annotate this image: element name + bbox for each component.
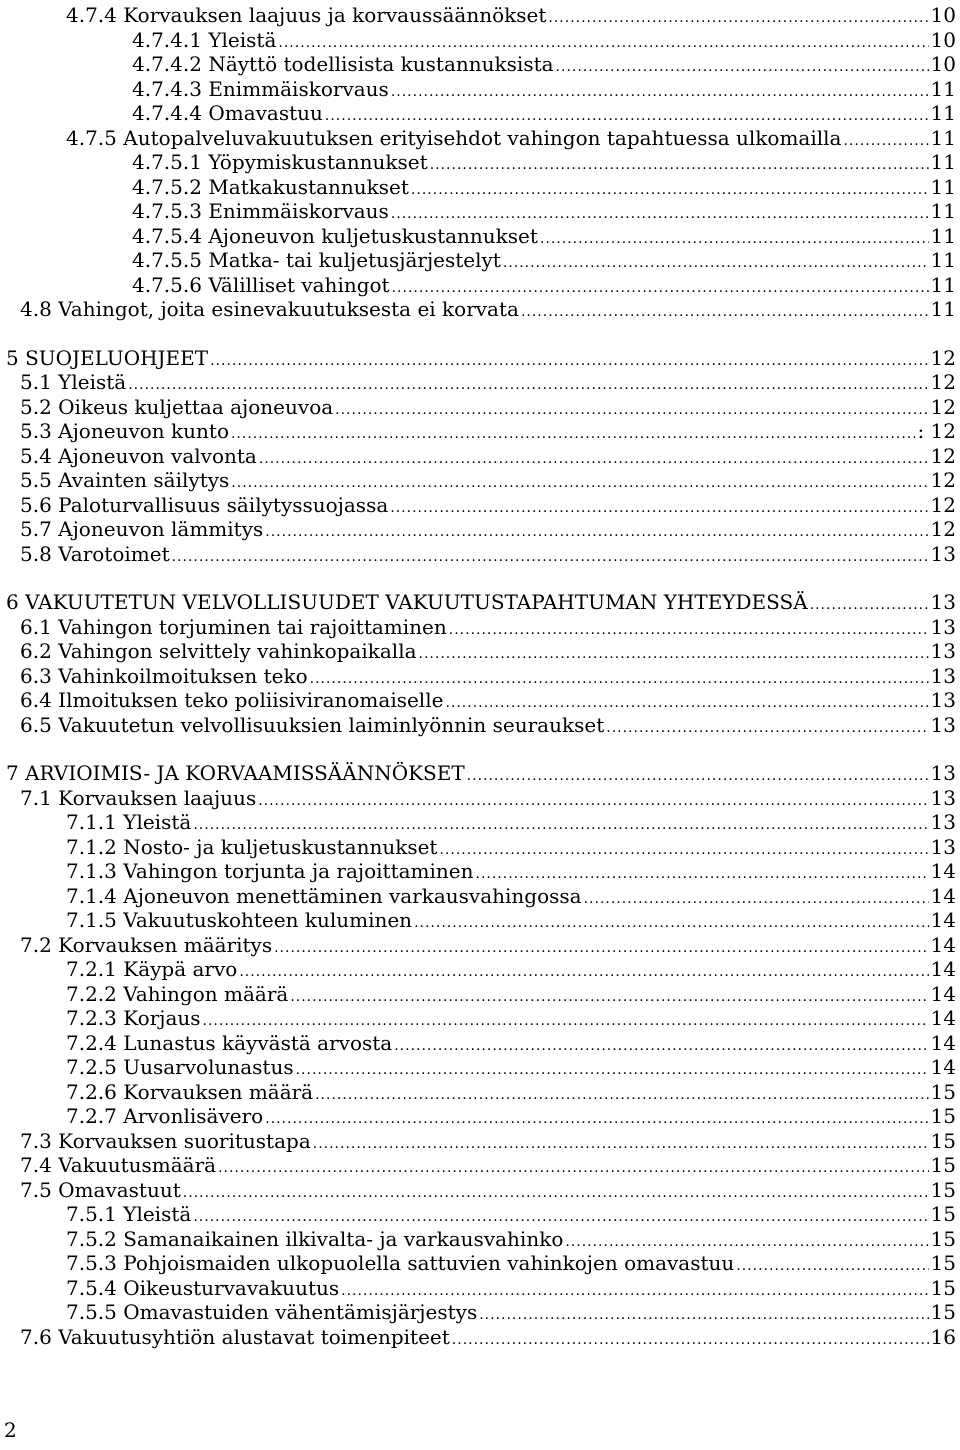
toc-entry-title: 4.7.4.1 Yleistä <box>132 27 277 52</box>
toc-entry-page: 12 <box>930 468 956 492</box>
toc-entry-title: 7.1.3 Vahingon torjunta ja rajoittaminen <box>66 859 474 883</box>
toc-entry-page: 15 <box>930 1104 956 1128</box>
dot-leader <box>606 716 928 741</box>
toc-entry[interactable] <box>0 761 956 786</box>
toc-entry-title: 4.8 Vahingot, joita esinevakuutuksesta ei korvata <box>20 297 519 321</box>
toc-entry-title: 6.4 Ilmoituksen teko poliisiviranomaiselle <box>20 688 444 712</box>
toc-entry[interactable] <box>0 1178 956 1203</box>
toc-entry[interactable] <box>0 1104 956 1129</box>
toc-entry[interactable] <box>0 52 956 77</box>
toc-entry[interactable] <box>0 1227 956 1252</box>
toc-entry-page: 15 <box>930 1300 956 1324</box>
toc-entry-page: 14 <box>930 981 956 1006</box>
toc-entry-page: 15 <box>930 1251 956 1275</box>
toc-entry-title: 7.4 Vakuutusmäärä <box>20 1153 217 1177</box>
toc-entry[interactable] <box>0 150 956 175</box>
toc-entry[interactable] <box>0 273 956 298</box>
section-gap <box>0 566 960 590</box>
toc-entry-title: 7.2.3 Korjaus <box>66 1006 201 1030</box>
toc-entry-title: 4.7.5.1 Yöpymiskustannukset <box>132 150 428 174</box>
toc-entry[interactable] <box>0 1153 956 1178</box>
toc-entry-page: 13 <box>930 761 956 785</box>
toc-entry[interactable] <box>0 248 956 273</box>
toc-entry-title: 4.7.5.4 Ajoneuvon kuljetuskustannukset <box>132 223 538 248</box>
toc-entry[interactable] <box>0 1251 956 1276</box>
toc-entry-page: 14 <box>930 908 956 932</box>
toc-entry[interactable] <box>0 786 956 811</box>
toc-entry-page: 14 <box>930 1055 956 1079</box>
toc-entry-title: 4.7.5.5 Matka- tai kuljetusjärjestelyt <box>132 248 501 272</box>
toc-entry-title: 5.8 Varotoimet <box>20 541 170 566</box>
toc-entry-page: 15 <box>930 1079 956 1104</box>
toc-entry-title: 7.1.4 Ajoneuvon menettäminen varkausvahingossa <box>66 883 582 908</box>
toc-entry-page: 13 <box>930 663 956 688</box>
toc-entry-title: 7.2 Korvauksen määritys <box>20 932 273 957</box>
toc-entry-title: 7.1.2 Nosto- ja kuljetuskustannukset <box>66 834 438 859</box>
toc-entry[interactable] <box>0 542 956 567</box>
toc-entry[interactable] <box>0 688 956 713</box>
toc-entry[interactable] <box>0 639 956 664</box>
toc-entry-page: 15 <box>930 1202 956 1226</box>
toc-entry[interactable] <box>0 77 956 102</box>
toc-entry-page: 11 <box>930 76 956 101</box>
toc-entry-title: 7.2.1 Käypä arvo <box>66 957 238 981</box>
toc-entry-title: 7.5.4 Oikeusturvavakuutus <box>66 1275 340 1300</box>
toc-entry-title: 5 SUOJELUOHJEET <box>6 345 209 370</box>
toc-entry[interactable] <box>0 835 956 860</box>
toc-entry-page: 11 <box>930 223 956 248</box>
dot-leader <box>521 300 929 325</box>
toc-entry-page: 14 <box>930 932 956 957</box>
page-number: 2 <box>4 1418 17 1442</box>
toc-entry-page: 12 <box>930 492 956 517</box>
toc-entry[interactable] <box>0 713 956 738</box>
toc-entry-page: 13 <box>930 810 956 834</box>
toc-entry-page: 13 <box>930 712 956 737</box>
toc-entry-title: 7.1.1 Yleistä <box>66 810 192 834</box>
section-gap <box>0 737 960 761</box>
toc-entry-title: 7.5.5 Omavastuiden vähentämisjärjestys <box>66 1300 478 1324</box>
toc-entry[interactable] <box>0 3 956 28</box>
toc-entry[interactable] <box>0 101 956 126</box>
toc-entry[interactable] <box>0 1276 956 1301</box>
toc-entry-page: 14 <box>930 1030 956 1055</box>
toc-entry-page: 15 <box>930 1275 956 1300</box>
toc-entry[interactable] <box>0 908 956 933</box>
toc-entry-page: 11 <box>930 248 956 272</box>
toc-entry-page: 13 <box>930 541 956 566</box>
toc-entry-title: 4.7.5.3 Enimmäiskorvaus <box>132 199 389 223</box>
toc-entry-page: 12 <box>930 517 956 541</box>
toc-entry-title: 5.5 Avainten säilytys <box>20 468 230 492</box>
toc-entry[interactable] <box>0 175 956 200</box>
toc-entry-page: 13 <box>930 614 956 639</box>
toc-entry[interactable] <box>0 1055 956 1080</box>
toc-entry-page: 14 <box>930 883 956 908</box>
toc-entry[interactable] <box>0 933 956 958</box>
toc-entry[interactable] <box>0 444 956 469</box>
toc-entry-title: 7.5.2 Samanaikainen ilkivalta- ja varkausvahinko <box>66 1226 564 1251</box>
toc-entry-page: 12 <box>930 443 956 468</box>
toc-entry[interactable] <box>0 199 956 224</box>
toc-entry[interactable] <box>0 1129 956 1154</box>
toc-entry[interactable] <box>0 517 956 542</box>
toc-entry-title: 5.7 Ajoneuvon lämmitys <box>20 517 264 541</box>
toc-entry[interactable] <box>0 1080 956 1105</box>
toc-entry-page: 14 <box>930 859 956 883</box>
toc-entry[interactable] <box>0 297 956 322</box>
toc-entry-title: 7.5.1 Yleistä <box>66 1202 192 1226</box>
toc-entry-title: 7.3 Korvauksen suoritustapa <box>20 1128 311 1153</box>
toc-entry[interactable] <box>0 28 956 53</box>
toc-entry-title: 7 ARVIOIMIS- JA KORVAAMISSÄÄNNÖKSET <box>6 761 465 785</box>
toc-entry-page: 10 <box>930 52 956 76</box>
toc-entry-title: 4.7.4.2 Näyttö todellisista kustannuksista <box>132 52 554 76</box>
toc-entry[interactable] <box>0 126 956 151</box>
toc-entry-page: 12 <box>930 394 956 419</box>
toc-entry[interactable] <box>0 810 956 835</box>
toc-entry-page: 11 <box>930 101 956 125</box>
toc-entry[interactable] <box>0 1031 956 1056</box>
toc-entry[interactable] <box>0 590 956 615</box>
toc-entry-title: 4.7.4 Korvauksen laajuus ja korvaussäännökset <box>66 3 547 27</box>
toc-entry[interactable] <box>0 370 956 395</box>
toc-entry[interactable] <box>0 615 956 640</box>
toc-entry[interactable] <box>0 346 956 371</box>
toc-entry-title: 7.2.4 Lunastus käyvästä arvosta <box>66 1030 393 1055</box>
toc-entry-title: 6.5 Vakuutetun velvollisuuksien laiminlyönnin seuraukset <box>20 712 605 737</box>
toc-entry-title: 7.2.2 Vahingon määrä <box>66 981 289 1006</box>
toc-entry-page: 15 <box>930 1153 956 1177</box>
toc-entry-title: 5.1 Yleistä <box>20 370 127 394</box>
toc-entry[interactable] <box>0 1006 956 1031</box>
toc-entry-title: 6.1 Vahingon torjuminen tai rajoittaminen <box>20 614 447 639</box>
toc-entry[interactable] <box>0 664 956 689</box>
toc-entry[interactable] <box>0 1300 956 1325</box>
toc-entry-title: 5.2 Oikeus kuljettaa ajoneuvoa <box>20 394 334 419</box>
toc-entry-title: 7.5.3 Pohjoismaiden ulkopuolella sattuvien vahinkojen omavastuu <box>66 1251 735 1275</box>
toc-entry-title: 7.2.7 Arvonlisävero <box>66 1104 264 1128</box>
toc-entry-page: 15 <box>930 1177 956 1202</box>
toc-entry-page: 14 <box>930 1006 956 1030</box>
toc-entry-title: 6.2 Vahingon selvittely vahinkopaikalla <box>20 639 417 663</box>
toc-entry-page: 11 <box>930 150 956 174</box>
toc-entry-title: 7.6 Vakuutusyhtiön alustavat toimenpiteet <box>20 1324 450 1349</box>
toc-entry[interactable] <box>0 395 956 420</box>
dot-leader <box>452 1328 929 1353</box>
toc-entry-page: 15 <box>930 1128 956 1153</box>
toc-entry[interactable] <box>0 493 956 518</box>
dot-leader <box>172 545 929 570</box>
toc-entry-title: 7.2.5 Uusarvolunastus <box>66 1055 294 1079</box>
toc-entry-page: 11 <box>930 174 956 199</box>
toc-entry-page: 13 <box>930 688 956 712</box>
toc-entry[interactable] <box>0 468 956 493</box>
toc-entry-page: 15 <box>930 1226 956 1251</box>
toc-entry-title: 4.7.4.4 Omavastuu <box>132 101 323 125</box>
toc-entry-page: 12 <box>930 370 956 394</box>
toc-entry-page: 11 <box>930 199 956 223</box>
toc-entry-page: 11 <box>930 272 956 297</box>
toc-entry-page: 13 <box>930 834 956 859</box>
toc-entry-page: 13 <box>930 590 956 614</box>
toc-entry[interactable] <box>0 1202 956 1227</box>
toc-entry-title: 5.4 Ajoneuvon valvonta <box>20 443 257 468</box>
toc-entry-title: 7.1.5 Vakuutuskohteen kuluminen <box>66 908 413 932</box>
toc-entry[interactable] <box>0 1325 956 1350</box>
toc-entry-page: : 12 <box>917 419 956 443</box>
section-gap <box>0 322 960 346</box>
toc-entry-page: 14 <box>930 957 956 981</box>
toc-entry[interactable] <box>0 884 956 909</box>
toc-entry-page: 10 <box>930 27 956 52</box>
toc-entry-page: 16 <box>930 1324 956 1349</box>
toc-entry[interactable] <box>0 859 956 884</box>
toc-entry-page: 13 <box>930 785 956 810</box>
toc-entry[interactable] <box>0 982 956 1007</box>
toc-entry[interactable] <box>0 224 956 249</box>
toc-entry-title: 7.1 Korvauksen laajuus <box>20 785 257 810</box>
toc-entry-page: 12 <box>930 345 956 370</box>
toc-entry-title: 4.7.5.6 Välilliset vahingot <box>132 272 390 297</box>
toc-entry-title: 4.7.5 Autopalveluvakuutuksen erityisehdot vahingon tapahtuessa ulkomailla <box>66 125 842 150</box>
toc-entry-title: 5.6 Paloturvallisuus säilytyssuojassa <box>20 492 389 517</box>
toc-entry-title: 7.2.6 Korvauksen määrä <box>66 1079 314 1104</box>
toc-entry-page: 11 <box>930 125 956 150</box>
toc-entry-title: 4.7.5.2 Matkakustannukset <box>132 174 409 199</box>
toc-entry-title: 6 VAKUUTETUN VELVOLLISUUDET VAKUUTUSTAPAHTUMAN YHTEYDESSÄ <box>6 590 808 614</box>
toc-entry[interactable] <box>0 957 956 982</box>
toc-entry[interactable] <box>0 419 956 444</box>
toc-entry-page: 10 <box>930 3 956 27</box>
toc-entry-title: 7.5 Omavastuut <box>20 1177 181 1202</box>
toc-entry-title: 4.7.4.3 Enimmäiskorvaus <box>132 76 389 101</box>
toc-entry-page: 13 <box>930 639 956 663</box>
toc-entry-title: 5.3 Ajoneuvon kunto <box>20 419 229 443</box>
table-of-contents <box>0 3 960 1349</box>
toc-entry-title: 6.3 Vahinkoilmoituksen teko <box>20 663 308 688</box>
toc-entry-page: 11 <box>930 297 956 321</box>
